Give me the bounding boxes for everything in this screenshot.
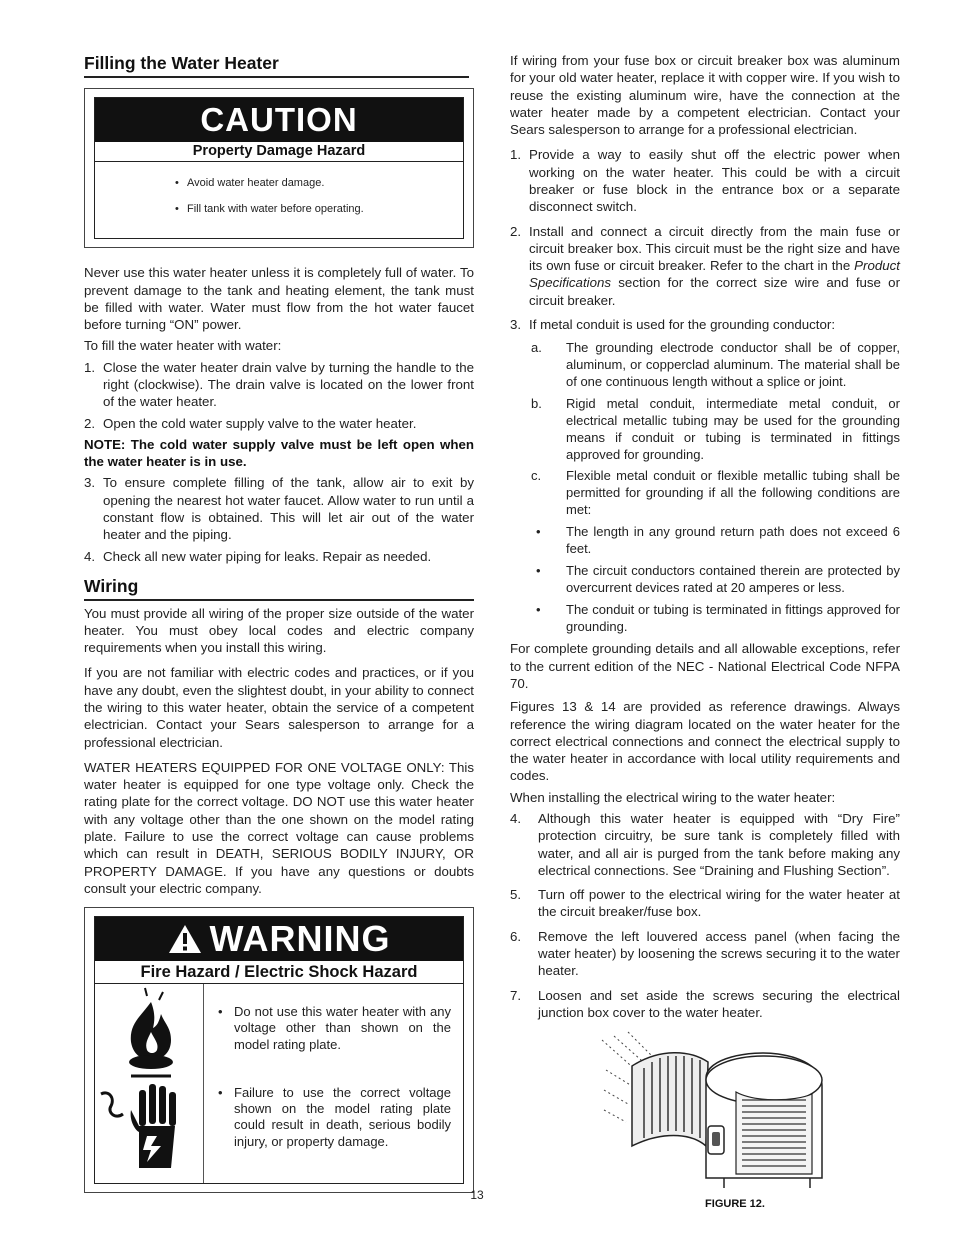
- warning-hazard-title: Fire Hazard / Electric Shock Hazard: [95, 961, 463, 984]
- paragraph: Never use this water heater unless it is completely full of water. To prevent damage to the tank and heating element, the tank must be filled with water. Water must flow from the hot water faucet before turning “ON” power.: [84, 265, 474, 333]
- fill-steps-continued: [84, 474, 474, 564]
- paragraph: You must provide all wiring of the proper size outside of the water heater. You must obey local codes and electric company requirements when you install this wiring.: [84, 605, 474, 656]
- figure-caption: FIGURE 12.: [705, 1198, 765, 1211]
- paragraph: WATER HEATERS EQUIPPED FOR ONE VOLTAGE ONLY: This water heater is equipped for one type voltage only. Check the rating plate for the correct voltage. DO NOT use this water heater with any voltage other than the one shown on the model rating plate. Failure to use the correct voltage can cause problems which can result in DEATH, SERIOUS BODILY INJURY, OR PROPERTY DAMAGE. If you have any questions or doubts consult your electric company.: [84, 759, 474, 896]
- fire-hazard-icon: [95, 984, 203, 1084]
- list-item: 2. Install and connect a circuit directly from the main fuse or circuit breaker box. This circuit must be the right size and have its own fuse or circuit breaker. Refer to the chart in the Product Specifications section for the correct size wire and fuse or circuit breaker.: [510, 223, 900, 308]
- list-item: 4. Although this water heater is equipped with “Dry Fire” protection circuitry, be sure tank is completely filled with water, and all air is purged from the tank before making any electrical connections. See “Draining and Flushing Section”.: [510, 811, 900, 878]
- list-item: 3. If metal conduit is used for the grounding conductor:: [510, 316, 836, 332]
- section-heading-wiring: Wiring: [84, 575, 474, 601]
- caution-signal-word: CAUTION: [95, 98, 463, 142]
- left-column: [84, 52, 474, 1193]
- figure-12: [510, 1028, 900, 1211]
- warning-list: [204, 984, 463, 1183]
- list-item: 1. Provide a way to easily shut off the electric power when working on the water heater. This could be with a circuit breaker or fuse block in the entrance box or a separate disconnect switch.: [510, 147, 900, 215]
- warning-signal-word: WARNING: [95, 917, 463, 961]
- warning-item: • Failure to use the correct voltage shown on the model rating plate could result in death, serious bodily injury, or property damage.: [234, 1085, 451, 1150]
- caution-item: • Avoid water heater damage.: [187, 176, 463, 190]
- list-item: • The conduit or tubing is terminated in fittings approved for grounding.: [536, 601, 900, 634]
- list-item: 5. Turn off power to the electrical wiring for the water heater at the circuit breaker/fuse box.: [510, 887, 900, 920]
- paragraph: Figures 13 & 14 are provided as reference drawings. Always reference the wiring diagram located on the water heater for the correct electrical connections and connect the electrical supply to the water heater in accordance with local utility requirements and codes.: [510, 699, 900, 784]
- water-heater-illustration: [510, 1028, 900, 1193]
- caution-hazard-title: Property Damage Hazard: [95, 142, 463, 162]
- page-number: 13: [470, 1188, 484, 1202]
- fill-steps: [84, 359, 474, 432]
- list-item: c. Flexible metal conduit or flexible metallic tubing shall be permitted for grounding if all the following conditions are met:: [531, 468, 900, 518]
- caution-box: [84, 88, 474, 249]
- hazard-icons: [95, 984, 204, 1183]
- section-heading-filling: Filling the Water Heater: [84, 52, 469, 78]
- caution-item: • Fill tank with water before operating.: [187, 202, 463, 216]
- paragraph: If you are not familiar with electric codes and practices, or if you have any doubt, even the slightest doubt, in your ability to connect the wiring to this water heater, obtain the service of a competent electrician. Contact your Sears salesperson to arrange for a professional electrician.: [84, 665, 474, 750]
- list-item: 3. To ensure complete filling of the tank, allow air to exit by opening the nearest hot water faucet. Allow water to run until a constant flow is obtained. This will let air out of the water heater and the piping.: [84, 475, 474, 543]
- wiring-steps: [510, 146, 900, 333]
- list-item: 1. Close the water heater drain valve by turning the handle to the right (clockwise). The drain valve is located on the lower front of the water heater.: [84, 359, 474, 410]
- warning-item: • Do not use this water heater with any voltage other than shown on the model rating plate.: [234, 1004, 451, 1053]
- note: NOTE: The cold water supply valve must be left open when the water heater is in use.: [84, 436, 474, 470]
- list-item: 2. Open the cold water supply valve to the water heater.: [84, 415, 417, 431]
- warning-box: [84, 907, 474, 1193]
- right-column: [510, 52, 900, 1211]
- list-item: b. Rigid metal conduit, intermediate metal conduit, or electrical metallic tubing may be used for the grounding means if conduit or tubing is terminated in fittings approved for grounding.: [531, 395, 900, 462]
- list-item: a. The grounding electrode conductor shall be of copper, aluminum, or copperclad aluminum. The material shall be of one continuous length without a splice or joint.: [531, 340, 900, 389]
- paragraph: For complete grounding details and all allowable exceptions, refer to the current edition of the NEC - National Electrical Code NFPA 70.: [510, 641, 900, 692]
- electric-shock-icon: [95, 1080, 203, 1180]
- paragraph: To fill the water heater with water:: [84, 338, 282, 354]
- caution-list: [95, 162, 463, 239]
- list-item: • The length in any ground return path does not exceed 6 feet.: [536, 524, 900, 557]
- list-item: 7. Loosen and set aside the screws securing the electrical junction box cover to the water heater.: [510, 987, 900, 1020]
- wiring-steps-continued: [510, 810, 900, 1021]
- grounding-conditions: [510, 524, 900, 635]
- list-item: • The circuit conductors contained therein are protected by overcurrent devices rated at 20 amperes or less.: [536, 562, 900, 595]
- warning-triangle-icon: [168, 920, 202, 964]
- grounding-sublist: [510, 340, 900, 519]
- list-item: 4. Check all new water piping for leaks. Repair as needed.: [84, 548, 432, 564]
- paragraph: If wiring from your fuse box or circuit breaker box was aluminum for your old water heater, replace it with copper wire. If you wish to reuse the existing aluminum wire, have the connection at the water heater made by a competent electrician. Contact your Sears salesperson to arrange for a professional electrician.: [510, 53, 900, 138]
- paragraph: When installing the electrical wiring to the water heater:: [510, 789, 836, 805]
- list-item: 6. Remove the left louvered access panel (when facing the water heater) by loosening the screws securing it to the water heater.: [510, 928, 900, 979]
